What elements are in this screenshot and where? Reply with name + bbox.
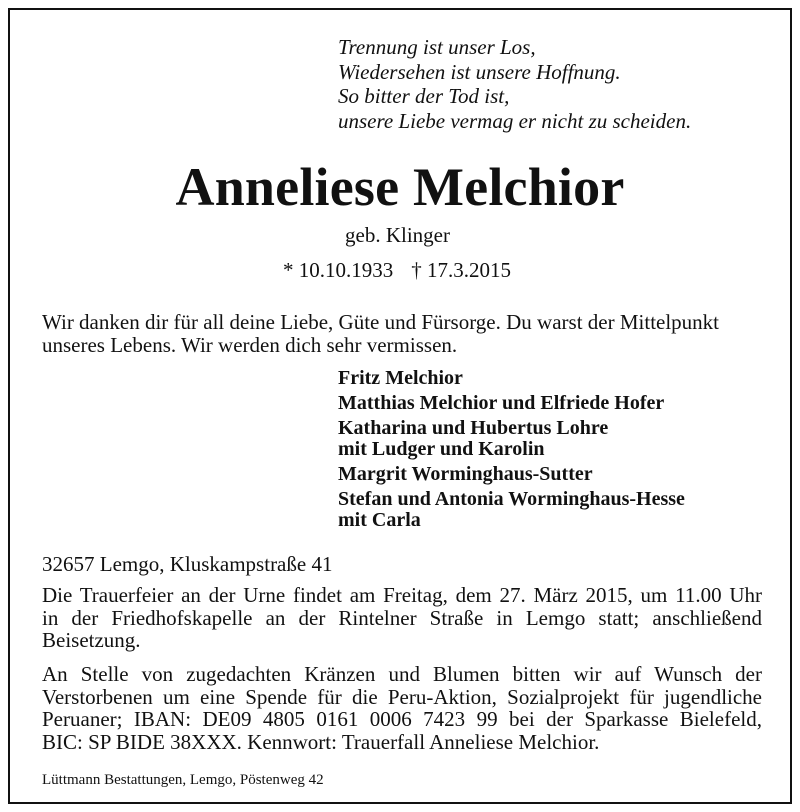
birth-date: * 10.10.1933 <box>283 258 394 282</box>
thanks-line: Wir danken dir für all deine Liebe, Güte und Fürsorge. Du warst der Mittelpunkt <box>42 310 720 334</box>
thanks-line: unseres Lebens. Wir werden dich sehr vermissen. <box>42 333 458 357</box>
poem-line: unsere Liebe vermag er nicht zu scheiden. <box>338 108 692 133</box>
life-dates <box>283 257 511 283</box>
family-member-line: Katharina und Hubertus Lohre <box>338 417 609 439</box>
deceased-name: Anneliese Melchior <box>175 157 625 217</box>
family-list <box>338 368 685 535</box>
donation-line: An Stelle von zugedachten Kränzen und Blumen bitten wir auf Wunsch der <box>42 662 762 686</box>
family-member <box>338 464 685 485</box>
family-member-line: Margrit Worminghaus-Sutter <box>338 463 593 485</box>
memorial-poem <box>338 35 691 133</box>
ceremony-line: Die Trauerfeier an der Urne findet am Freitag, dem 27. März 2015, um 11.00 Uhr <box>42 583 762 607</box>
donation-line: Verstorbenen um eine Spende für die Peru-Aktion, Sozialprojekt für jugendliche <box>42 684 762 709</box>
poem-line: Wiedersehen ist unsere Hoffnung. <box>338 59 621 84</box>
family-member-line: mit Carla <box>338 509 421 531</box>
family-member-line: Fritz Melchior <box>338 367 463 389</box>
family-member-line: Stefan und Antonia Worminghaus-Hesse <box>338 488 685 510</box>
undertaker-credit: Lüttmann Bestattungen, Lemgo, Pöstenweg 42 <box>42 772 324 788</box>
ceremony-line: in der Friedhofskapelle an der Rintelner Straße in Lemgo statt; anschließend <box>42 605 762 630</box>
donation-notice <box>42 663 762 753</box>
ceremony-notice <box>42 584 762 652</box>
family-member <box>338 368 685 389</box>
family-member-line: Matthias Melchior und Elfriede Hofer <box>338 392 665 414</box>
family-member-line: mit Ludger und Karolin <box>338 438 545 460</box>
family-address: 32657 Lemgo, Kluskampstraße 41 <box>42 552 333 576</box>
family-member <box>338 418 685 460</box>
birth-name: geb. Klinger <box>345 223 450 247</box>
poem-line: So bitter der Tod ist, <box>338 84 510 108</box>
donation-line: BIC: SP BIDE 38XXX. Kennwort: Trauerfall Anneliese Melchior. <box>42 729 600 754</box>
death-date: † 17.3.2015 <box>411 258 511 282</box>
family-member <box>338 393 685 414</box>
family-member <box>338 489 685 531</box>
poem-line: Trennung ist unser Los, <box>338 35 536 59</box>
donation-line: Peruaner; IBAN: DE09 4805 0161 0006 7423 99 bei der Sparkasse Bielefeld, <box>42 707 762 731</box>
thanks-text <box>42 311 762 357</box>
ceremony-line: Beisetzung. <box>42 628 141 652</box>
